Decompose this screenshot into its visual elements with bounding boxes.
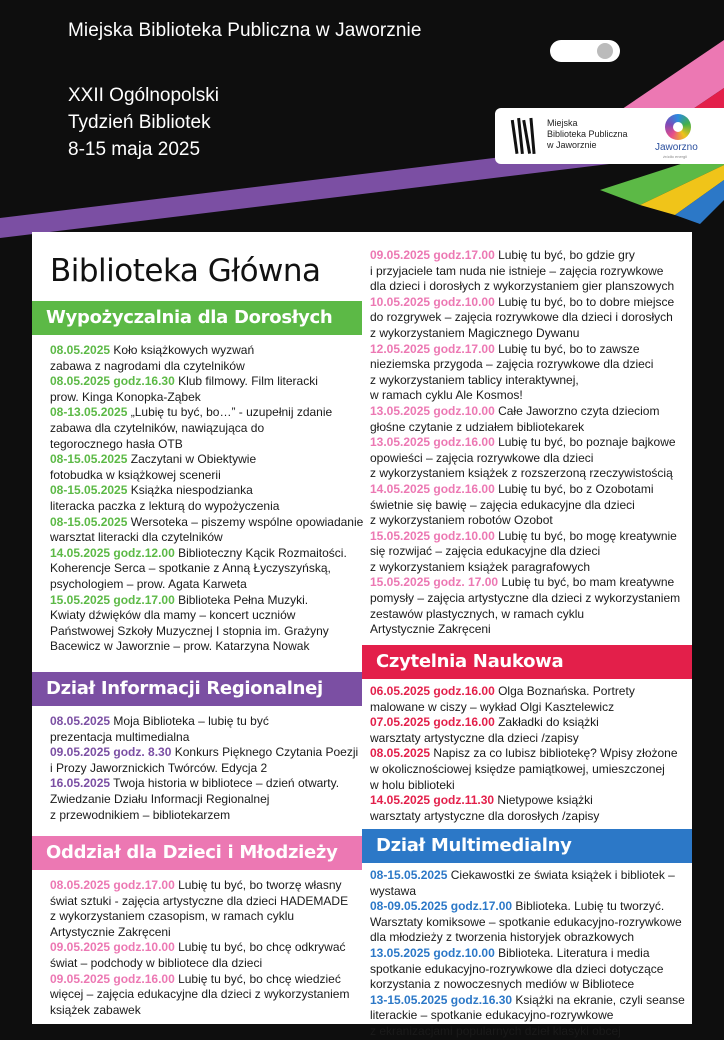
event-entry [50,940,370,971]
event-date: 10.05.2025 godz.10.00 [370,294,495,309]
city-logo-text: Jaworzno [655,142,698,153]
event-description: Lubię tu być, bo to zawsze nieziemska przygoda – zajęcia rozrywkowe dla dzieci z wykorzystaniem tablicy interaktywnej, w ramach cyklu Ale Kosmos! [370,341,654,403]
event-date: 07.05.2025 godz.16.00 [370,715,495,730]
event-description: Ciekawostki ze świata książek i bibliotek – wystawa [370,868,675,898]
event-date: 08.05.2025 godz.17.00 [50,878,175,892]
event-date: 13.05.2025 godz.10.00 [370,403,495,418]
event-description: Biblioteka. Lubię tu tworzyć. Warsztaty komiksowe – spotkanie edukacyjno-rozrywkowe dla młodzieży z tworzenia historyjek obrazkowych [370,899,682,945]
event-date: 09.05.2025 godz.17.00 [370,248,495,262]
event-dates: 8-15 maja 2025 [68,139,201,160]
event-description: Lubię tu być, bo chcę wiedzieć więcej – zajęcia edukacyjne dla dzieci z wykorzystaniem książek zabawek [50,971,350,1017]
section-header: Oddział dla Dzieci i Młodzieży [32,836,362,870]
section-header: Dział Multimedialny [362,829,692,863]
event-entry [50,405,370,452]
event-date: 08.05.2025 [50,343,111,357]
logo-box [495,108,724,164]
event-entry [50,745,370,776]
section-list [370,868,685,1040]
event-description: Lubię tu być, bo tworzę własny świat sztuki - zajęcia artystyczne dla dzieci HADEMADE z wykorzystaniem czasopism, w ramach cyklu Artystycznie Zakręceni [50,878,349,939]
event-description: Klub filmowy. Film literacki prow. Kinga Konopka-Ząbek [50,374,318,404]
library-logo-icon [511,116,539,156]
section-list [50,343,370,655]
event-date: 13-15.05.2025 godz.16.30 [370,992,513,1007]
event-entry [50,972,370,1019]
section-list [370,684,685,824]
event-description: Książka niespodzianka literacka paczka z lekturą do wypożyczenia [50,483,280,513]
event-entry [370,684,685,715]
event-date: 16.05.2025 [50,776,111,791]
event-date: 08-15.05.2025 [370,868,448,882]
event-entry [370,295,685,342]
event-entry [370,946,685,993]
event-date: 08.05.2025 godz.16.30 [50,374,175,389]
event-description: Lubię tu być, bo gdzie gry i przyjaciele tam nuda nie istnieje – zajęcia rozrywkowe dla dzieci i dorosłych z wykorzystaniem gier planszowych [370,248,675,294]
logo-line: Biblioteka Publiczna [547,129,628,139]
event-title [68,82,219,163]
page-title: Biblioteka Główna [50,253,321,289]
event-entry [50,515,370,546]
event-date: 08-15.05.2025 [50,483,128,498]
event-description: Twoja historia w bibliotece – dzień otwarty. Zwiedzanie Działu Informacji Regionalnej z przewodnikiem – bibliotekarzem [50,776,340,822]
event-entry [50,593,370,655]
event-date: 06.05.2025 godz.16.00 [370,684,495,698]
city-logo-icon [665,114,691,140]
event-date: 08-15.05.2025 [50,452,128,467]
library-logo-text [547,118,628,151]
event-date: 09.05.2025 godz.16.00 [50,971,175,986]
event-date: 12.05.2025 godz.17.00 [370,341,495,356]
event-date: 14.05.2025 godz.11.30 [370,793,495,808]
logo-line: Miejska [547,118,578,128]
event-description: Lubię tu być, bo z Ozobotami świetnie się bawię – zajęcia edukacyjne dla dzieci z wykorzystaniem robotów Ozobot [370,481,654,528]
section-header: Wypożyczalnia dla Dorosłych [32,301,362,335]
event-entry [50,483,370,514]
section-list [50,878,370,1018]
event-entry [50,878,370,940]
event-description: „Lubię tu być, bo…” - uzupełnij zdanie zabawa dla czytelników, nawiązująca do tegorocznego hasła OTB [50,405,333,451]
event-description: Lubię tu być, bo mam kreatywne pomysły – zajęcia artystyczne dla dzieci z wykorzystaniem zestawów plastycznych, w ramach cyklu Artystycznie Zakręceni [370,575,681,637]
event-entry [50,546,370,593]
event-description: Wersoteka – piszemy wspólne opowiadanie warsztat literacki dla czytelników [50,514,364,545]
section-list [370,248,685,638]
event-description: Lubię tu być, bo chcę odkrywać świat – podchody w bibliotece dla dzieci [50,940,346,970]
event-date: 08-09.05.2025 godz.17.00 [370,899,513,914]
event-line: Tydzień Bibliotek [68,112,211,133]
event-date: 14.05.2025 godz.16.00 [370,481,495,496]
city-logo-subtext: źródło energii [663,154,688,159]
event-description: Biblioteczny Kącik Rozmaitości. Koherencje Serca – spotkanie z Anną Łyczyszyńską, psychologiem – prow. Agata Karweta [50,545,347,591]
event-date: 09.05.2025 godz. 8.30 [50,745,172,760]
event-entry [370,435,685,482]
event-entry [50,343,370,374]
event-entry [370,868,685,899]
event-date: 14.05.2025 godz.12.00 [50,545,175,560]
event-entry [50,776,370,823]
event-description: Książki na ekranie, czyli seanse literackie – spotkanie edukacyjno-rozrywkowe z ekranizacjami popularnych dzieł klasyki obcej [370,992,685,1038]
event-date: 13.05.2025 godz.16.00 [370,435,495,450]
event-entry [370,993,685,1040]
event-date: 08-13.05.2025 [50,405,128,420]
event-description: Napisz za co lubisz bibliotekę? Wpisy złożone w okolicznościowej księdze pamiątkowej, umieszczonej w holu biblioteki [370,746,678,792]
event-entry [370,342,685,404]
event-description: Biblioteka Pełna Muzyki. Kwiaty dźwięków dla mamy – koncert uczniów Państwowej Szkoły Muzycznej I stopnia im. Grażyny Bacewicz w Jaworznie – prow. Katarzyna Nowak [50,592,329,654]
event-entry [370,746,685,793]
event-description: Biblioteka. Literatura i media spotkanie edukacyjno-rozrywkowe dla dzieci dotyczące korzystania z nowoczesnych mediów w Bibliotece [370,945,664,992]
event-description: Lubię tu być, bo mogę kreatywnie się rozwijać – zajęcia edukacyjne dla dzieci z wykorzystaniem książek paragrafowych [370,528,677,574]
event-date: 08-15.05.2025 [50,514,128,529]
event-description: Lubię tu być, bo poznaje bajkowe opowieści – zajęcia rozrywkowe dla dzieci z wykorzystaniem książek z rozszerzoną rzeczywistością [370,435,676,481]
event-date: 15.05.2025 godz.10.00 [370,528,495,543]
event-entry [370,404,685,435]
section-list [50,714,370,823]
event-date: 08.05.2025 [50,714,111,728]
event-description: Zakładki do książki warsztaty artystyczne dla dzieci /zapisy [370,715,599,745]
event-entry [370,793,685,824]
event-entry [370,529,685,576]
event-entry [370,575,685,637]
event-date: 15.05.2025 godz.17.00 [50,592,175,607]
event-description: Olga Boznańska. Portrety malowane w ciszy – wykład Olgi Kasztelewicz [370,684,635,714]
section-header: Czytelnia Naukowa [362,645,692,679]
event-description: Zaczytani w Obiektywie fotobudka w książkowej scenerii [50,452,257,482]
event-description: Całe Jaworzno czyta dzieciom głośne czytanie z udziałem bibliotekarek [370,403,660,434]
header [0,0,724,240]
event-entry [370,482,685,529]
event-description: Nietypowe książki warsztaty artystyczne dla dorosłych /zapisy [370,793,600,823]
event-date: 09.05.2025 godz.10.00 [50,940,175,955]
event-entry [50,714,370,745]
event-description: Konkurs Pięknego Czytania Poezji i Prozy Jaworznickich Twórców. Edycja 2 [50,745,359,775]
event-date: 08.05.2025 [370,746,431,761]
library-name: Miejska Biblioteka Publiczna w Jaworznie [68,20,422,41]
section-header: Dział Informacji Regionalnej [32,672,362,706]
event-entry [370,715,685,746]
event-entry [370,248,685,295]
event-entry [370,899,685,946]
event-description: Koło książkowych wyzwań zabawa z nagrodami dla czytelników [50,343,255,373]
event-line: XXII Ogólnopolski [68,85,220,106]
event-date: 15.05.2025 godz. 17.00 [370,575,499,590]
event-entry [50,452,370,483]
event-date: 13.05.2025 godz.10.00 [370,945,495,960]
logo-line: w Jaworznie [547,140,597,150]
event-entry [50,374,370,405]
event-description: Lubię tu być, bo to dobre miejsce do rozgrywek – zajęcia rozrywkowe dla dzieci i dorosłych z wykorzystaniem Magicznego Dywanu [370,294,675,340]
event-description: Moja Biblioteka – lubię tu być prezentacja multimedialna [50,714,269,744]
